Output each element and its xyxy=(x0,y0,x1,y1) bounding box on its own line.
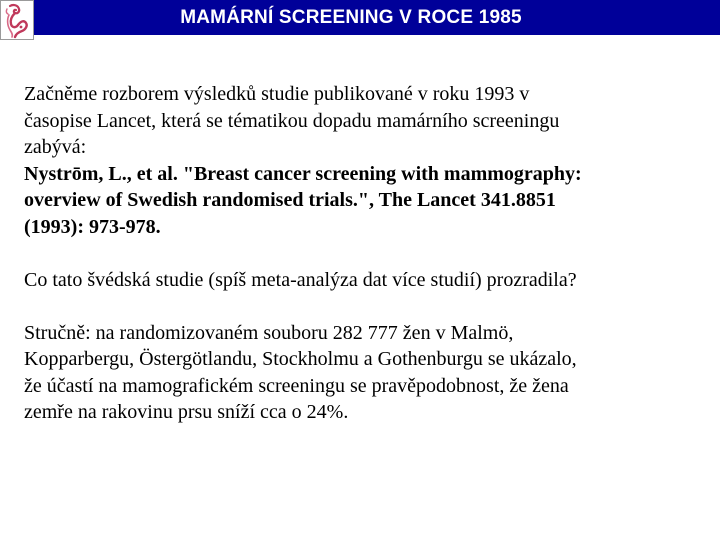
answer-paragraph xyxy=(24,320,704,426)
question-line: Co tato švédská studie (spíš meta-analýza dat více studií) prozradila? xyxy=(24,268,577,291)
answer-line: Stručně: na randomizovaném souboru 282 777 žen v Malmö, xyxy=(24,321,514,344)
citation-line: Nystrōm, L., et al. "Breast cancer screening with mammography: xyxy=(24,162,582,185)
intro-line: Začněme rozborem výsledků studie publikované v roku 1993 v xyxy=(24,83,530,105)
answer-line: Kopparbergu, Östergötlandu, Stockholmu a Gothenburgu se ukázalo, xyxy=(24,348,577,370)
intro-line: časopise Lancet, která se tématikou dopadu mamárního screeningu xyxy=(24,109,560,132)
slide-title: MAMÁRNÍ SCREENING V ROCE 1985 xyxy=(180,7,522,28)
citation-line: overview of Swedish randomised trials.", The Lancet 341.8851 xyxy=(24,189,556,211)
paragraph-spacer xyxy=(24,240,704,267)
answer-line: že účastí na mamografickém screeningu se pravěpodobnost, že žena xyxy=(24,374,569,397)
answer-line: zemře na rakovinu prsu sníží cca o 24%. xyxy=(24,401,349,423)
intro-paragraph xyxy=(24,81,704,240)
intro-line: zabývá: xyxy=(24,136,87,158)
citation-line: (1993): 973-978. xyxy=(24,215,161,238)
logo xyxy=(0,0,34,40)
paragraph-spacer xyxy=(24,293,704,320)
question-paragraph xyxy=(24,267,704,294)
slide-body xyxy=(24,81,704,426)
pink-ribbon-woman-logo-icon xyxy=(1,1,33,39)
title-bar xyxy=(0,0,720,35)
